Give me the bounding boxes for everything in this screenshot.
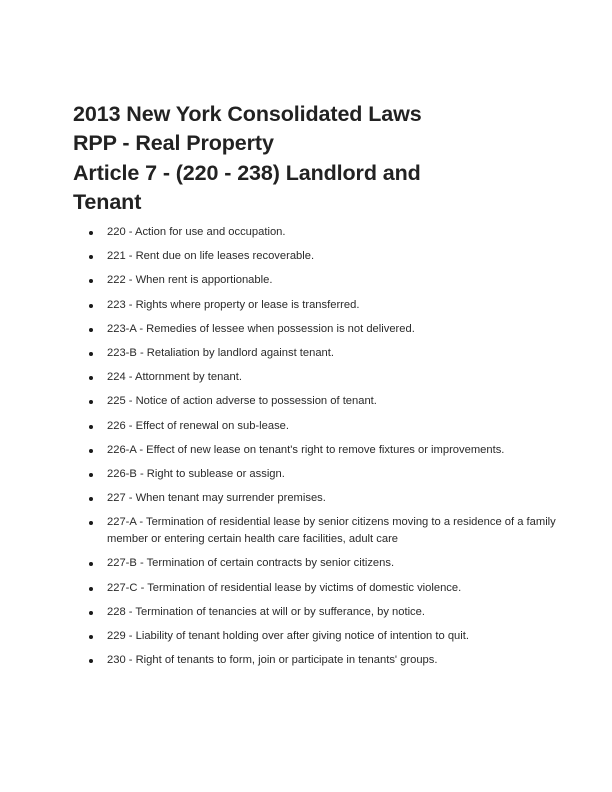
section-label: 227 - When tenant may surrender premises.	[107, 492, 326, 505]
bullet-icon	[89, 279, 93, 283]
list-item-226	[89, 418, 559, 435]
title-line-2: RPP - Real Property	[73, 131, 274, 156]
list-item-221	[89, 248, 559, 265]
list-item-223-a	[89, 321, 559, 338]
list-item-229	[89, 628, 559, 645]
section-list	[89, 224, 559, 676]
bullet-icon	[89, 231, 93, 235]
bullet-icon	[89, 400, 93, 404]
bullet-icon	[89, 587, 93, 591]
bullet-icon	[89, 255, 93, 259]
title-line-1: 2013 New York Consolidated Laws	[73, 102, 422, 126]
section-label: 221 - Rent due on life leases recoverable.	[107, 250, 315, 263]
list-item-224	[89, 369, 559, 386]
bullet-icon	[89, 635, 93, 639]
section-label: 228 - Termination of tenancies at will or by sufferance, by notice.	[107, 605, 425, 618]
list-item-223	[89, 297, 559, 314]
section-label: 222 - When rent is apportionable.	[107, 274, 273, 287]
list-item-230	[89, 652, 559, 669]
section-label: 223 - Rights where property or lease is transferred.	[107, 298, 360, 311]
title-line-4: Tenant	[73, 189, 142, 214]
bullet-icon	[89, 497, 93, 501]
section-label: 223-B - Retaliation by landlord against tenant.	[107, 346, 335, 359]
list-item-226-b	[89, 466, 559, 483]
document-title	[73, 100, 553, 217]
section-label: 225 - Notice of action adverse to possession of tenant.	[107, 395, 377, 408]
list-item-227-c	[89, 580, 559, 597]
section-label: 227-C - Termination of residential lease by victims of domestic violence.	[107, 581, 462, 594]
bullet-icon	[89, 521, 93, 525]
section-label: 227-B - Termination of certain contracts by senior citizens.	[107, 557, 395, 570]
section-label: 230 - Right of tenants to form, join or participate in tenants' groups.	[107, 654, 438, 667]
section-label: 224 - Attornment by tenant.	[107, 371, 242, 384]
list-item-220	[89, 224, 559, 241]
bullet-icon	[89, 352, 93, 356]
title-line-3: Article 7 - (220 - 238) Landlord and	[73, 160, 421, 185]
list-item-227-b	[89, 555, 559, 572]
bullet-icon	[89, 376, 93, 380]
bullet-icon	[89, 304, 93, 308]
section-label: 227-A - Termination of residential lease by senior citizens moving to a residence of a family member or entering certain health care facilities, adult care	[107, 516, 556, 546]
section-label: 220 - Action for use and occupation.	[107, 226, 286, 238]
list-item-228	[89, 604, 559, 621]
list-item-227	[89, 490, 559, 507]
bullet-icon	[89, 473, 93, 477]
bullet-icon	[89, 328, 93, 332]
list-item-226-a	[89, 442, 559, 459]
bullet-icon	[89, 562, 93, 566]
bullet-icon	[89, 425, 93, 429]
list-item-227-a	[89, 514, 559, 548]
bullet-icon	[89, 659, 93, 663]
section-label: 226-B - Right to sublease or assign.	[107, 467, 285, 480]
section-label: 223-A - Remedies of lessee when possession is not delivered.	[107, 322, 415, 335]
section-label: 226-A - Effect of new lease on tenant's right to remove fixtures or improvements.	[107, 443, 505, 456]
list-item-222	[89, 272, 559, 289]
section-label: 229 - Liability of tenant holding over after giving notice of intention to quit.	[107, 630, 469, 642]
list-item-225	[89, 393, 559, 410]
section-label: 226 - Effect of renewal on sub-lease.	[107, 419, 290, 432]
bullet-icon	[89, 449, 93, 453]
bullet-icon	[89, 611, 93, 615]
list-item-223-b	[89, 345, 559, 362]
